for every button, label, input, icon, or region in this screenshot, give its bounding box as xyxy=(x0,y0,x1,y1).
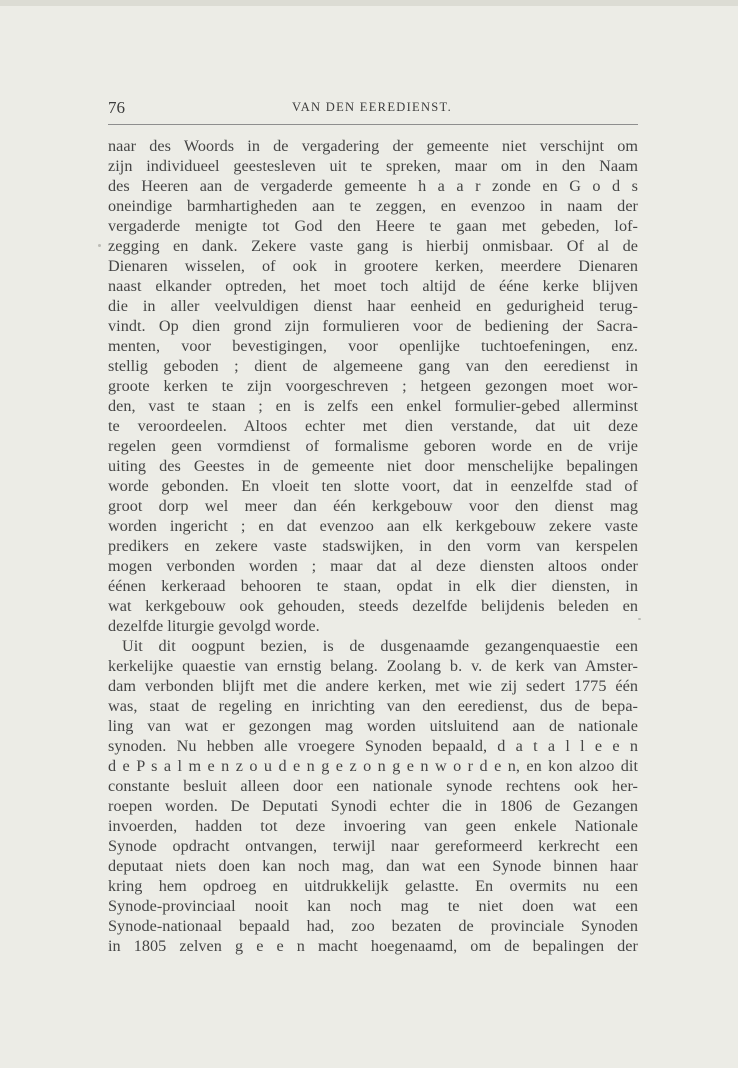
text-line: groote kerken te zijn voorgeschreven ; hetgeen gezongen moet wor- xyxy=(108,377,638,395)
text-line: synoden. Nu hebben alle vroegere Synoden bepaald, d a t a l l e e n xyxy=(108,737,638,755)
text-line: des Heeren aan de vergaderde gemeente h a a r zonde en G o d s xyxy=(108,177,638,195)
text-line: worden ingericht ; en dat evenzoo aan elk kerkgebouw zekere vaste xyxy=(108,517,638,535)
top-scan-edge xyxy=(0,0,738,6)
text-line: kerkelijke quaestie van ernstig belang. Zoolang b. v. de kerk van Amster- xyxy=(108,657,638,675)
text-line: Synode opdracht ontvangen, terwijl naar gereformeerd kerkrecht een xyxy=(108,837,638,855)
text-line: menten, voor bevestigingen, voor openlijke tuchtoefeningen, enz. xyxy=(108,337,638,355)
scan-speck xyxy=(638,618,641,620)
text-line: mogen verbonden worden ; maar dat al deze diensten altoos onder xyxy=(108,557,638,575)
text-line: predikers en zekere vaste stadswijken, in den vorm van kerspelen xyxy=(108,537,638,555)
page-number: 76 xyxy=(108,98,125,117)
text-line: uiting des Geestes in de gemeente niet door menschelijke bepalingen xyxy=(108,457,638,475)
text-line: naast elkander optreden, het moet toch altijd de ééne kerke blijven xyxy=(108,277,638,295)
text-line: Synode-nationaal bepaald had, zoo bezaten de provinciale Synoden xyxy=(108,917,638,935)
text-line: oneindige barmhartigheden aan te zeggen, en evenzoo in naam der xyxy=(108,197,638,215)
text-line: was, staat de regeling en inrichting van den eeredienst, dus de bepa- xyxy=(108,697,638,715)
text-line: wat kerkgebouw ook gehouden, steeds dezelfde belijdenis beleden en xyxy=(108,597,638,615)
text-line: worde gebonden. En vloeit ten slotte voort, dat in eenzelfde stad of xyxy=(108,477,638,495)
text-line: deputaat niets doen kan noch mag, dan wat een Synode binnen haar xyxy=(108,857,638,875)
text-line: roepen worden. De Deputati Synodi echter die in 1806 de Gezangen xyxy=(108,797,638,815)
text-line: dam verbonden blijft met die andere kerken, met wie zij sedert 1775 één xyxy=(108,677,638,695)
paragraph-start-line: Uit dit oogpunt bezien, is de dusgenaamde gezangenquaestie een xyxy=(122,637,638,655)
text-line: constante besluit alleen door een nationale synode rechtens ook her- xyxy=(108,777,638,795)
text-line: stellig geboden ; dient de algemeene gang van den eeredienst in xyxy=(108,357,638,375)
text-line: vindt. Op dien grond zijn formulieren voor de bediening der Sacra- xyxy=(108,317,638,335)
paragraph-end-line: dezelfde liturgie gevolgd worde. xyxy=(108,617,320,635)
page-header xyxy=(108,98,636,118)
body-text xyxy=(108,136,638,956)
text-line: ling van wat er gezongen mag worden uitsluitend aan de nationale xyxy=(108,717,638,735)
text-line: in 1805 zelven g e e n macht hoegenaamd, om de bepalingen der xyxy=(108,937,638,955)
text-line: vergaderde menigte tot God den Heere te gaan met gebeden, lof- xyxy=(108,217,638,235)
text-line: éénen kerkeraad behooren te staan, opdat in elk dier diensten, in xyxy=(108,577,638,595)
text-line: invoerden, hadden tot deze invoering van geen enkele Nationale xyxy=(108,817,638,835)
running-title: VAN DEN EEREDIENST. xyxy=(292,100,452,114)
text-line: groot dorp wel meer dan één kerkgebouw voor den dienst mag xyxy=(108,497,638,515)
text-line: die in aller veelvuldigen dienst haar eenheid en gedurigheid terug- xyxy=(108,297,638,315)
text-line: zegging en dank. Zekere vaste gang is hierbij onmisbaar. Of al de xyxy=(108,237,638,255)
text-line: zijn individueel geestesleven uit te spreken, maar om in den Naam xyxy=(108,157,638,175)
text-line: naar des Woords in de vergadering der gemeente niet verschijnt om xyxy=(108,137,638,155)
text-line: Dienaren wisselen, of ook in grootere kerken, meerdere Dienaren xyxy=(108,257,638,275)
text-line: Synode-provinciaal nooit kan noch mag te niet doen wat een xyxy=(108,897,638,915)
header-rule xyxy=(108,124,638,125)
scan-speck xyxy=(98,244,101,247)
text-line: den, vast te staan ; en is zelfs een enkel formulier-gebed allerminst xyxy=(108,397,638,415)
text-line: kring hem opdroeg en uitdrukkelijk gelastte. En overmits nu een xyxy=(108,877,638,895)
text-line: te veroordeelen. Altoos echter met dien verstande, dat uit deze xyxy=(108,417,638,435)
text-line: regelen geen vormdienst of formalisme geboren worde en de vrije xyxy=(108,437,638,455)
text-line: d e P s a l m e n z o u d e n g e z o n g e n w o r d e n, en kon alzoo dit xyxy=(108,757,638,775)
